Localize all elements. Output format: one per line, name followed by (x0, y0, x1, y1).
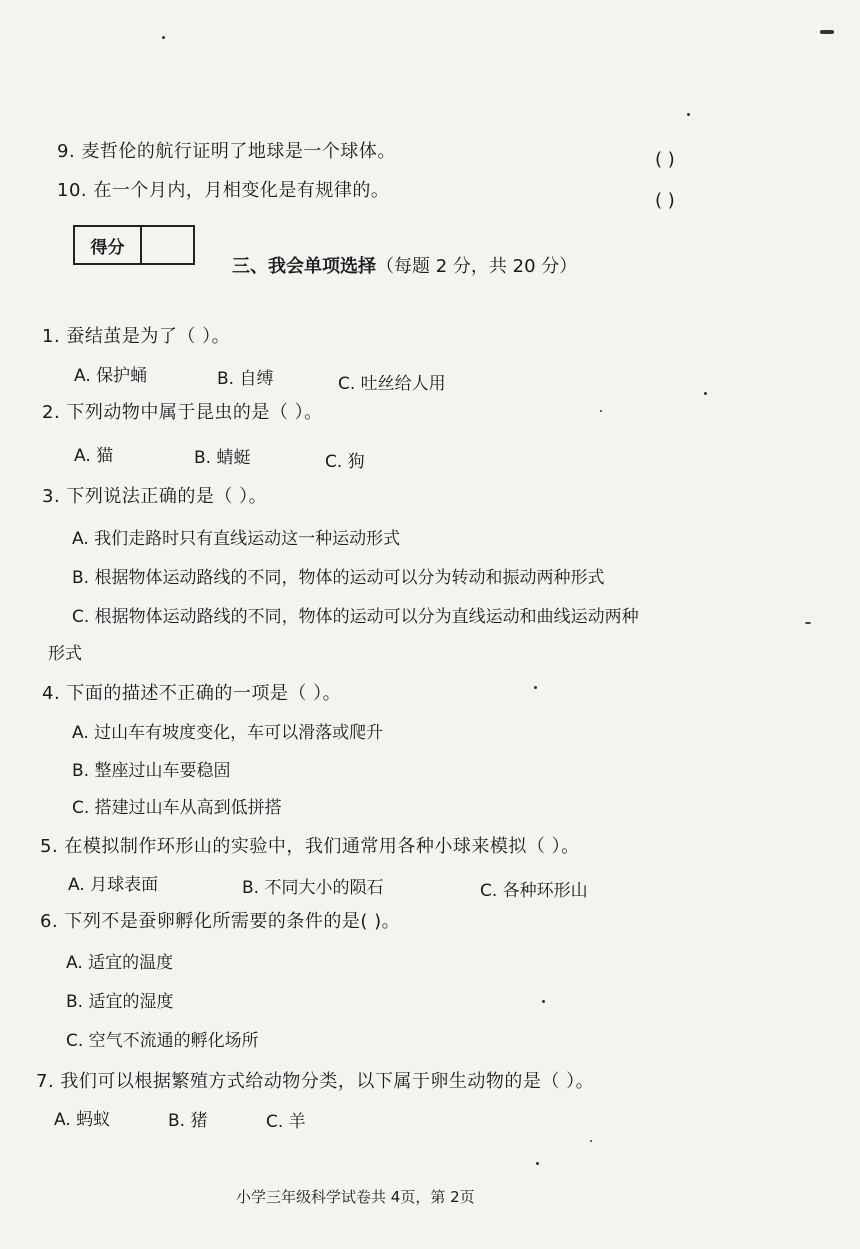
scan-speck (536, 1162, 539, 1165)
question-3-stem: 3. 下列说法正确的是（ ）。 (42, 486, 268, 507)
question-7-option-b[interactable]: B. 猪 (168, 1111, 208, 1131)
question-5-stem: 5. 在模拟制作环形山的实验中，我们通常用各种小球来模拟（ ）。 (40, 836, 580, 857)
question-4-option-b[interactable]: B. 整座过山车要稳固 (72, 761, 231, 781)
judgement-q9: 9. 麦哲伦的航行证明了地球是一个球体。 (57, 141, 396, 162)
section-title-note: （每题 2 分，共 20 分） (376, 256, 578, 277)
scan-speck (687, 113, 690, 116)
question-5-option-b[interactable]: B. 不同大小的陨石 (242, 878, 384, 898)
question-2-stem: 2. 下列动物中属于昆虫的是（ ）。 (42, 402, 323, 423)
scan-speck (534, 686, 537, 689)
question-6-option-a[interactable]: A. 适宜的温度 (66, 953, 174, 973)
question-4-option-a[interactable]: A. 过山车有坡度变化，车可以滑落或爬升 (72, 723, 384, 743)
score-blank[interactable] (142, 227, 193, 263)
question-4-option-c[interactable]: C. 搭建过山车从高到低拼搭 (72, 798, 282, 818)
question-3-option-c-continued: 形式 (48, 644, 82, 664)
section-title-text: 三、我会单项选择 (232, 256, 376, 277)
question-4-stem: 4. 下面的描述不正确的一项是（ ）。 (42, 683, 342, 704)
question-1-option-c[interactable]: C. 吐丝给人用 (338, 374, 446, 394)
question-3-option-b[interactable]: B. 根据物体运动路线的不同，物体的运动可以分为转动和振动两种形式 (72, 568, 605, 588)
question-3-option-c[interactable]: C. 根据物体运动路线的不同，物体的运动可以分为直线运动和曲线运动两种 (72, 607, 639, 627)
scan-speck (600, 410, 602, 412)
scan-speck (805, 622, 811, 624)
question-2-option-a[interactable]: A. 猫 (74, 446, 114, 466)
question-7-option-c[interactable]: C. 羊 (266, 1112, 306, 1132)
section-title (232, 252, 577, 278)
question-7-stem: 7. 我们可以根据繁殖方式给动物分类，以下属于卵生动物的是（ ）。 (36, 1071, 595, 1092)
answer-paren-q10[interactable]: ( ) (655, 190, 675, 211)
scan-speck (162, 36, 165, 39)
scan-speck (704, 392, 707, 395)
question-1-stem: 1. 蚕结茧是为了（ ）。 (42, 326, 231, 347)
question-1-option-a[interactable]: A. 保护蛹 (74, 366, 148, 386)
question-3-option-a[interactable]: A. 我们走路时只有直线运动这一种运动形式 (72, 529, 401, 549)
scan-speck (542, 1000, 545, 1003)
question-6-option-c[interactable]: C. 空气不流通的孵化场所 (66, 1031, 259, 1051)
question-5-option-c[interactable]: C. 各种环形山 (480, 881, 588, 901)
question-6-stem: 6. 下列不是蚕卵孵化所需要的条件的是( )。 (40, 911, 401, 932)
score-box (73, 225, 195, 265)
answer-paren-q9[interactable]: ( ) (655, 149, 675, 170)
judgement-q10: 10. 在一个月内，月相变化是有规律的。 (57, 180, 390, 201)
question-6-option-b[interactable]: B. 适宜的湿度 (66, 992, 174, 1012)
question-5-option-a[interactable]: A. 月球表面 (68, 875, 159, 895)
page-footer: 小学三年级科学试卷共 4页，第 2页 (236, 1188, 475, 1206)
scan-speck (820, 30, 834, 34)
scan-speck (590, 1140, 592, 1142)
score-label: 得分 (75, 227, 142, 263)
question-7-option-a[interactable]: A. 蚂蚁 (54, 1110, 111, 1130)
question-1-option-b[interactable]: B. 自缚 (217, 369, 274, 389)
question-2-option-b[interactable]: B. 蜻蜓 (194, 448, 251, 468)
question-2-option-c[interactable]: C. 狗 (325, 452, 365, 472)
